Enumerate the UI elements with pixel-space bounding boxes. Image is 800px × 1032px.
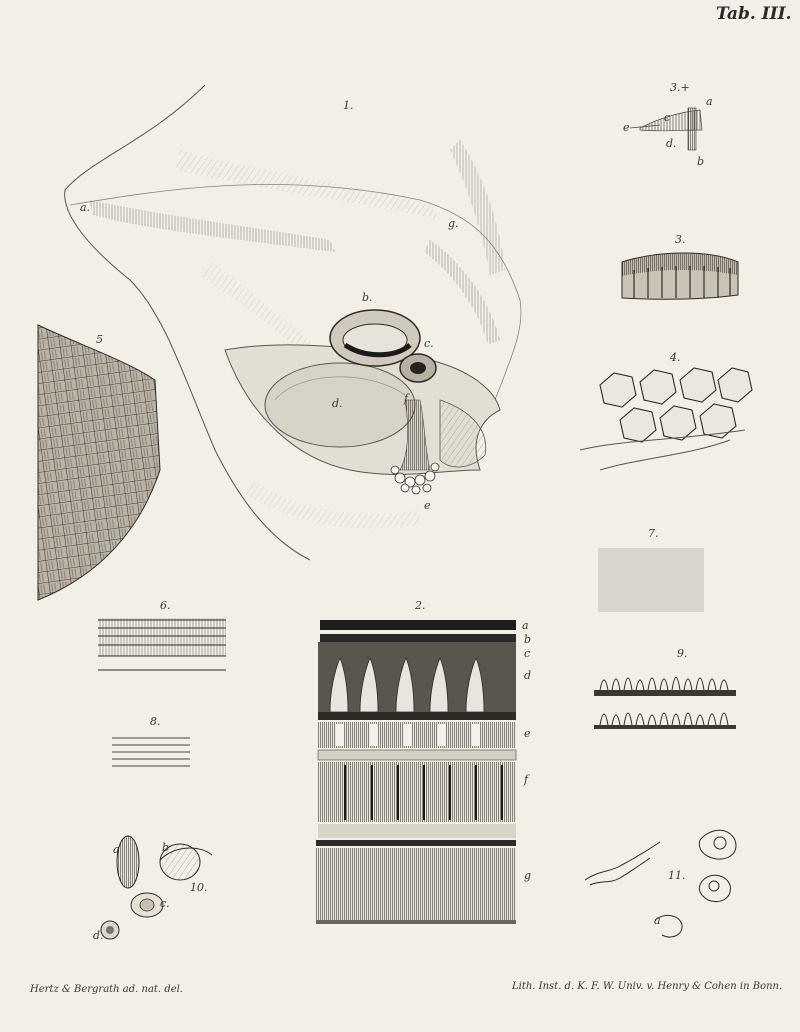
figure-2-label-d: d — [524, 669, 532, 682]
figure-10-label-d: d. — [93, 929, 104, 942]
figure-1-label-e: e — [424, 499, 431, 512]
figure-9-number: 9. — [677, 647, 688, 660]
figure-11-number: 11. — [668, 869, 686, 882]
plate-title: Tab. III. — [716, 4, 792, 24]
figure-1-strand-hatching — [90, 200, 335, 252]
figure-3plus-label-a: a — [706, 95, 713, 108]
figure-3plus-label-d: d. — [666, 137, 677, 150]
figure-2-label-f: f — [524, 773, 529, 786]
figure-5-grid-tissue — [38, 325, 160, 600]
figure-2-label-e: e — [524, 727, 531, 740]
figure-1-label-a: a. — [80, 201, 91, 214]
figure-10-number: 10. — [190, 881, 208, 894]
figure-2-number: 2. — [415, 599, 426, 612]
figure-7-fibres — [598, 548, 704, 612]
credit-artist: Hertz & Bergrath ad. nat. del. — [30, 984, 183, 995]
figure-10-label-b: b — [162, 841, 170, 854]
figure-2-label-a: a — [522, 619, 529, 632]
figure-2-label-c: c — [524, 647, 531, 660]
figure-6-layers — [98, 618, 226, 670]
figure-4-number: 4. — [670, 351, 681, 364]
figure-9-papillae — [594, 678, 736, 730]
figure-4-hexagonal-cells — [580, 368, 752, 470]
credit-lithographer: Lith. Inst. d. K. F. W. Univ. v. Henry & Cohen in Bonn. — [512, 981, 783, 992]
figure-8-lines — [112, 738, 190, 766]
figure-3plus-label-b: b — [697, 155, 705, 168]
figure-11-label-a: a — [654, 914, 661, 927]
figure-3plus-label-e: e — [623, 121, 630, 134]
figure-5-number: 5 — [96, 333, 103, 346]
figure-2-label-g: g — [524, 869, 532, 882]
figure-1-label-f: f — [404, 392, 409, 405]
figure-1-label-b: b. — [362, 291, 373, 304]
figure-10-label-c: c. — [160, 897, 170, 910]
figure-3-column-cells — [622, 253, 738, 299]
figure-10-label-a: a — [113, 843, 120, 856]
figure-7-number: 7. — [648, 527, 659, 540]
figure-3plus-number: 3.+ — [670, 81, 690, 94]
figure-2-label-b: b — [524, 633, 532, 646]
figure-1-label-g: g. — [448, 217, 459, 230]
figure-8-number: 8. — [150, 715, 161, 728]
figure-3plus-label-c: c — [664, 111, 671, 124]
figure-2-histology-section — [316, 620, 516, 924]
figure-1-label-d: d. — [332, 397, 343, 410]
figure-4-fibre — [580, 430, 745, 450]
figure-6-number: 6. — [160, 599, 171, 612]
figure-1-number: 1. — [343, 99, 354, 112]
figure-1-label-c: c. — [424, 337, 434, 350]
figure-3-number: 3. — [675, 233, 686, 246]
